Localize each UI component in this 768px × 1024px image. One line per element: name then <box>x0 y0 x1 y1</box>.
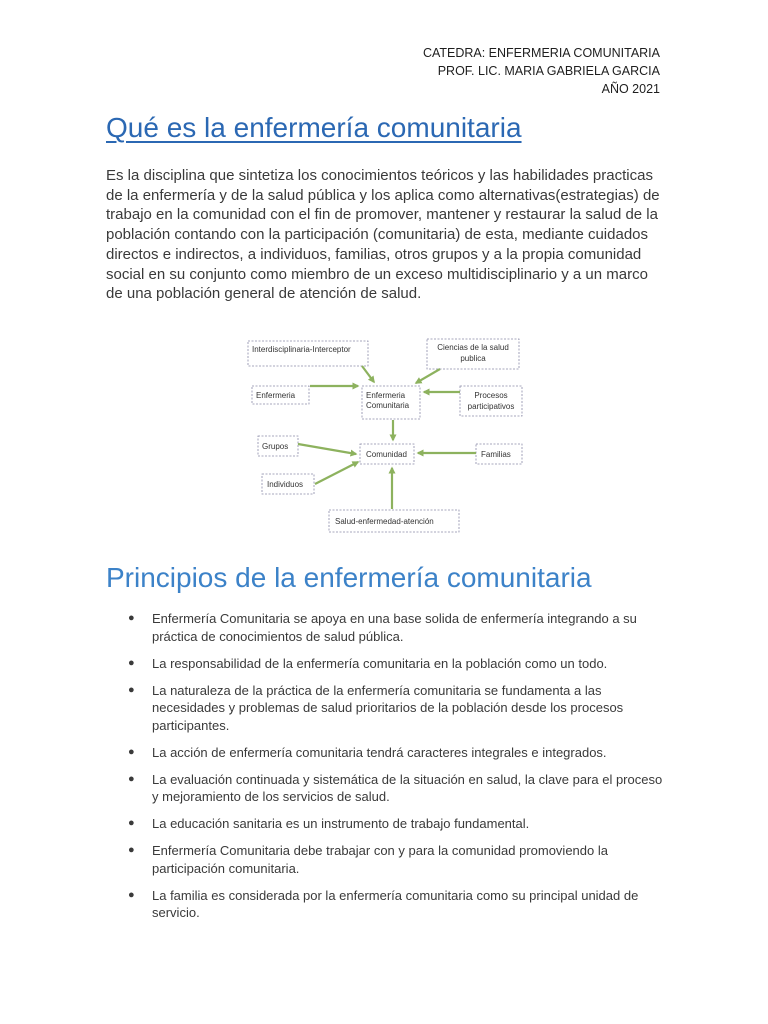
list-item-text: Enfermería Comunitaria se apoya en una base solida de enfermería integrando a su práctica de conocimientos de salud pública. <box>152 611 637 644</box>
list-item-text: La evaluación continuada y sistemática de la situación en salud, la clave para el proceso y mejoramiento de los servicios de salud. <box>152 771 663 804</box>
list-item <box>106 815 666 833</box>
label-grupos: Grupos <box>262 442 289 451</box>
bullet-icon: ● <box>128 888 135 901</box>
label-interdisciplinaria: Interdisciplinaria-Interceptor <box>252 345 351 354</box>
header-line-catedra: CATEDRA: ENFERMERIA COMUNITARIA <box>422 46 660 60</box>
section-title-que-es: Qué es la enfermería comunitaria <box>106 112 522 143</box>
concept-diagram <box>240 334 530 538</box>
label-ciencias-2: publica <box>460 354 486 363</box>
list-item <box>106 842 666 877</box>
principles-list <box>106 610 666 931</box>
label-enfermeria: Enfermeria <box>256 391 296 400</box>
header-line-year: AÑO 2021 <box>601 82 660 96</box>
label-enf-comunitaria-2: Comunitaria <box>366 401 410 410</box>
label-salud: Salud-enfermedad-atención <box>335 517 434 526</box>
list-item-text: La naturaleza de la práctica de la enfermería comunitaria se fundamenta a las necesidades y problemas de salud prioritarios de la población desde los procesos participantes. <box>152 682 624 733</box>
list-item-text: La acción de enfermería comunitaria tendrá caracteres integrales e integrados. <box>152 744 607 760</box>
bullet-icon: ● <box>128 612 135 624</box>
bullet-icon: ● <box>128 817 135 829</box>
list-item-text: La familia es considerada por la enfermería comunitaria como su principal unidad de servicio. <box>152 887 639 920</box>
bullet-icon: ● <box>128 656 135 669</box>
header-line-professor: PROF. LIC. MARIA GABRIELA GARCIA <box>437 64 660 78</box>
list-item <box>106 610 666 645</box>
label-familias: Familias <box>481 450 511 459</box>
bullet-icon: ● <box>128 772 135 785</box>
arrow-individuos <box>315 462 358 484</box>
bullet-icon: ● <box>128 844 135 856</box>
label-ciencias-1: Ciencias de la salud <box>437 343 509 352</box>
label-enf-comunitaria-1: Enfermeria <box>366 391 406 400</box>
label-procesos-1: Procesos <box>474 391 508 400</box>
label-comunidad: Comunidad <box>366 450 407 459</box>
section-title-principios: Principios de la enfermería comunitaria <box>106 562 592 593</box>
list-item-text: Enfermería Comunitaria debe trabajar con y para la comunidad promoviendo la participación comunitaria. <box>152 843 608 876</box>
concept-diagram-svg <box>240 334 530 538</box>
list-item <box>106 655 666 673</box>
intro-paragraph: Es la disciplina que sintetiza los conocimientos teóricos y las habilidades practicas de la enfermería y de la salud pública y los aplica como alternativas(estrategias) de trabajo en la comunidad con el fin de promover, mantener y restaurar la salud de la población contando con la participación (comunitaria) de esta, mediante cuidados directos e indirectos, a individuos, familias, otros grupos y a la propia comunidad social en su conjunto como miembro de un exceso multidisciplinario y a un marco de una población general de atención de salud. <box>106 167 660 303</box>
list-item <box>106 771 666 806</box>
list-item-text: La responsabilidad de la enfermería comunitaria en la población como un todo. <box>152 655 608 671</box>
arrow-interdisciplinaria <box>362 366 374 382</box>
list-item-text: La educación sanitaria es un instrumento de trabajo fundamental. <box>152 816 530 831</box>
list-item <box>106 744 666 762</box>
list-item <box>106 887 666 922</box>
document-header <box>423 44 660 98</box>
bullet-icon: ● <box>128 745 135 758</box>
list-item <box>106 682 666 735</box>
arrow-ciencias <box>416 369 440 383</box>
label-individuos: Individuos <box>267 480 304 489</box>
arrow-grupos <box>298 444 356 454</box>
bullet-icon: ● <box>128 683 135 696</box>
label-procesos-2: participativos <box>467 402 515 411</box>
